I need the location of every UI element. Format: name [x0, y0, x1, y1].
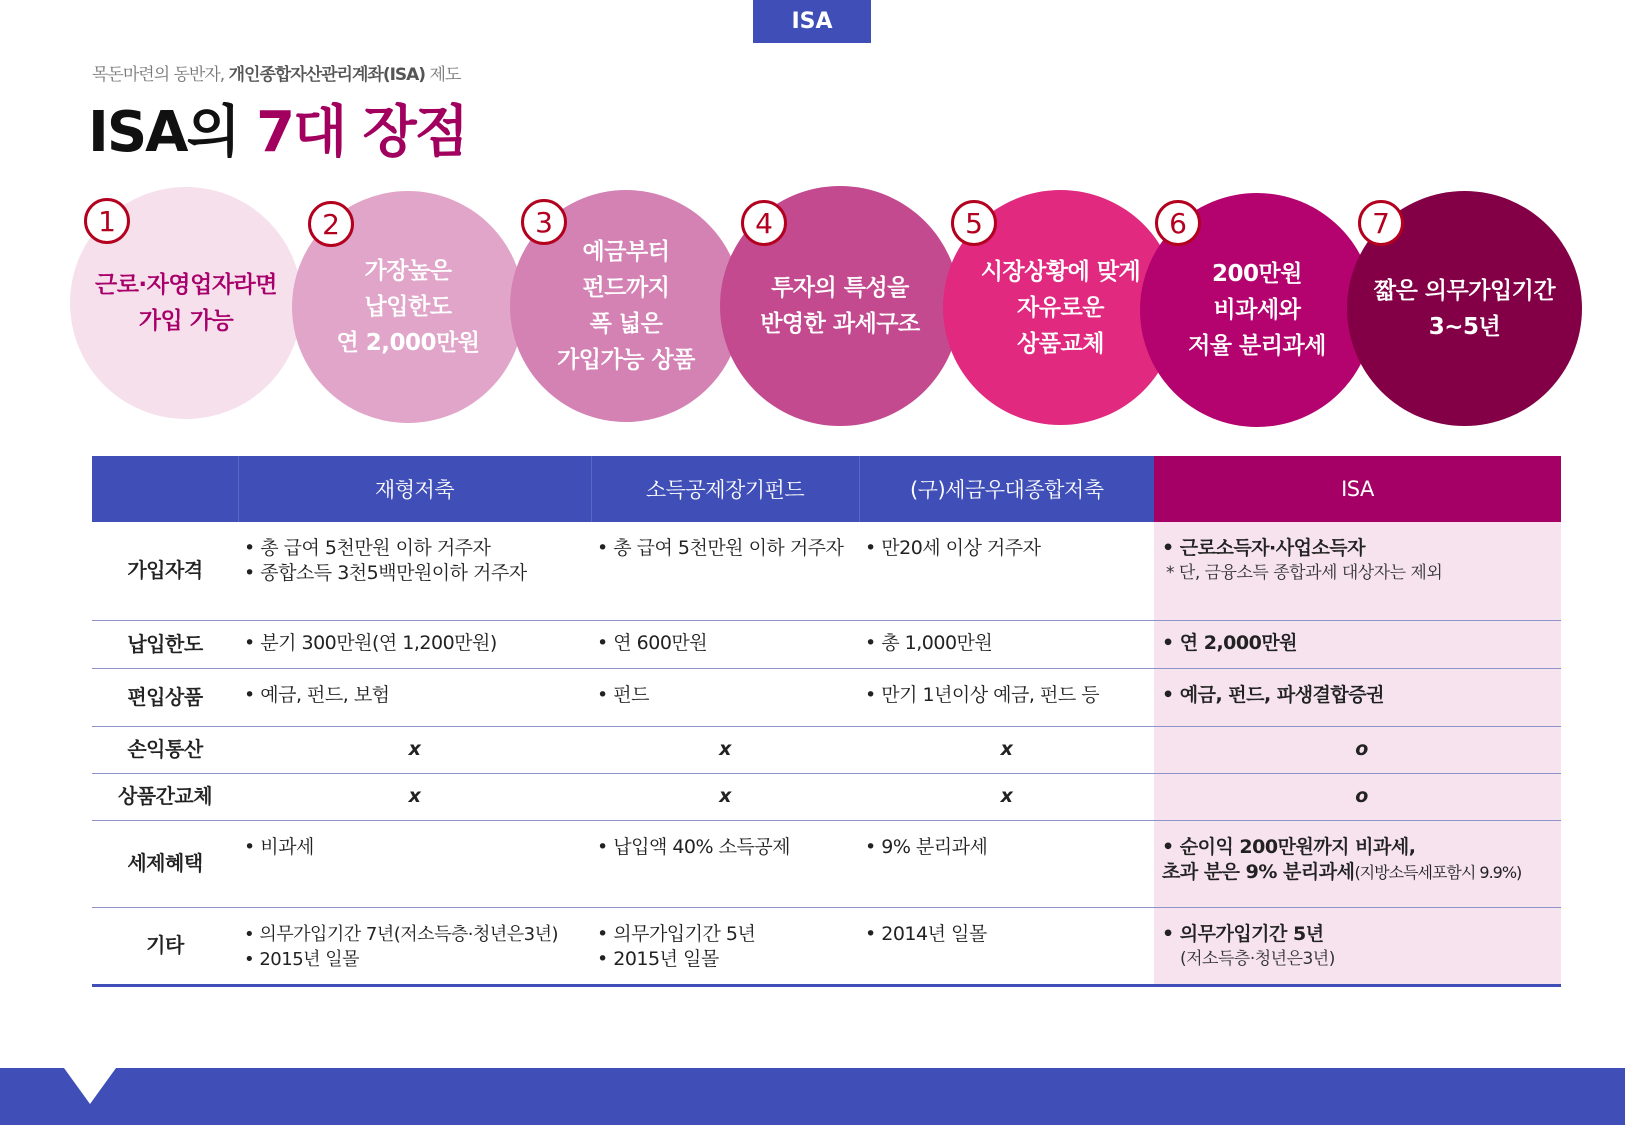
table-cell: • 9% 분리과세	[859, 820, 1154, 907]
isa-cell-text: • 순이익 200만원까지 비과세, 초과 분은 9% 분리과세	[1162, 835, 1416, 883]
row-label: 가입자격	[92, 522, 238, 620]
footer-notch	[64, 1068, 116, 1104]
advantage-number-1: 1	[84, 198, 130, 244]
table-header-row	[92, 456, 1561, 522]
title-main: ISA의	[88, 100, 257, 165]
table-row	[92, 907, 1561, 985]
subtitle-bold: 개인종합자산관리계좌(ISA)	[228, 65, 426, 85]
table-cell: • 만20세 이상 거주자	[859, 522, 1154, 620]
table-cell: x	[238, 773, 591, 820]
advantage-number-2: 2	[308, 201, 354, 247]
isa-cell	[1154, 907, 1561, 985]
row-label: 손익통산	[92, 726, 238, 773]
table-cell: • 의무가입기간 5년 • 2015년 일몰	[591, 907, 859, 985]
table-row	[92, 726, 1561, 773]
row-label: 편입상품	[92, 668, 238, 726]
table-cell: • 총 1,000만원	[859, 620, 1154, 668]
isa-cell: • 연 2,000만원	[1154, 620, 1561, 668]
table-cell: • 예금, 펀드, 보험	[238, 668, 591, 726]
title-accent: 7대 장점	[256, 100, 467, 165]
advantage-text: 짧은 의무가입기간 3~5년	[1373, 277, 1556, 340]
row-label: 기타	[92, 907, 238, 985]
isa-cell: o	[1154, 773, 1561, 820]
table-row	[92, 668, 1561, 726]
row-label: 납입한도	[92, 620, 238, 668]
table-cell: • 비과세	[238, 820, 591, 907]
advantage-text: 시장상황에 맞게 자유로운 상품교체	[980, 258, 1141, 357]
isa-cell-note: (저소득층·청년은3년)	[1180, 948, 1335, 969]
subtitle-end: 제도	[425, 65, 461, 85]
table-header-isa: ISA	[1154, 456, 1561, 522]
footer-bar	[0, 1068, 1625, 1125]
isa-cell-note: (지방소득세포함시 9.9%)	[1354, 862, 1522, 882]
isa-cell-text: • 의무가입기간 5년	[1162, 922, 1324, 945]
advantage-number-4: 4	[741, 200, 787, 246]
table-cell: • 총 급여 5천만원 이하 거주자 • 종합소득 3천5백만원이하 거주자	[238, 522, 591, 620]
table-cell: • 펀드	[591, 668, 859, 726]
table-cell: • 연 600만원	[591, 620, 859, 668]
table-header-cell: (구)세금우대종합저축	[859, 456, 1154, 522]
isa-cell	[1154, 522, 1561, 620]
table-row	[92, 820, 1561, 907]
table-cell: x	[859, 726, 1154, 773]
isa-cell: • 예금, 펀드, 파생결합증권	[1154, 668, 1561, 726]
table-row	[92, 773, 1561, 820]
table-cell: x	[591, 726, 859, 773]
isa-cell	[1154, 820, 1561, 907]
isa-cell-note: * 단, 금융소득 종합과세 대상자는 제외	[1166, 563, 1443, 583]
advantage-text: 예금부터 펀드까지 폭 넓은 가입가능 상품	[557, 239, 695, 373]
table-cell: • 의무가입기간 7년(저소득층·청년은3년) • 2015년 일몰	[238, 907, 591, 985]
advantage-number-7: 7	[1358, 200, 1404, 246]
isa-cell: o	[1154, 726, 1561, 773]
comparison-table	[92, 456, 1561, 987]
table-cell: • 총 급여 5천만원 이하 거주자	[591, 522, 859, 620]
table-row	[92, 522, 1561, 620]
isa-header-tab: ISA	[753, 0, 871, 43]
page-title	[88, 88, 467, 168]
table-cell: x	[859, 773, 1154, 820]
advantage-number-6: 6	[1155, 200, 1201, 246]
row-label: 상품간교체	[92, 773, 238, 820]
table-header-cell: 소득공제장기펀드	[591, 456, 859, 522]
table-cell: • 납입액 40% 소득공제	[591, 820, 859, 907]
table-row	[92, 620, 1561, 668]
advantage-text: 200만원 비과세와 저율 분리과세	[1188, 261, 1326, 359]
advantage-text: 투자의 특성을 반영한 과세구조	[760, 275, 920, 337]
table-cell: • 분기 300만원(연 1,200만원)	[238, 620, 591, 668]
table-header-empty	[92, 456, 238, 522]
advantage-number-5: 5	[951, 200, 997, 246]
page-subtitle	[92, 60, 460, 85]
table-header-cell: 재형저축	[238, 456, 591, 522]
table-cell: x	[591, 773, 859, 820]
table-cell: x	[238, 726, 591, 773]
row-label: 세제혜택	[92, 820, 238, 907]
subtitle-normal: 목돈마련의 동반자,	[92, 65, 229, 85]
advantage-text: 가장높은 납입한도 연 2,000만원	[336, 258, 480, 356]
table-cell: • 만기 1년이상 예금, 펀드 등	[859, 668, 1154, 726]
table-cell: • 2014년 일몰	[859, 907, 1154, 985]
isa-cell-text: • 근로소득자·사업소득자	[1162, 537, 1366, 559]
advantage-number-3: 3	[521, 199, 567, 245]
advantage-text: 근로·자영업자라면 가입 가능	[95, 272, 277, 334]
